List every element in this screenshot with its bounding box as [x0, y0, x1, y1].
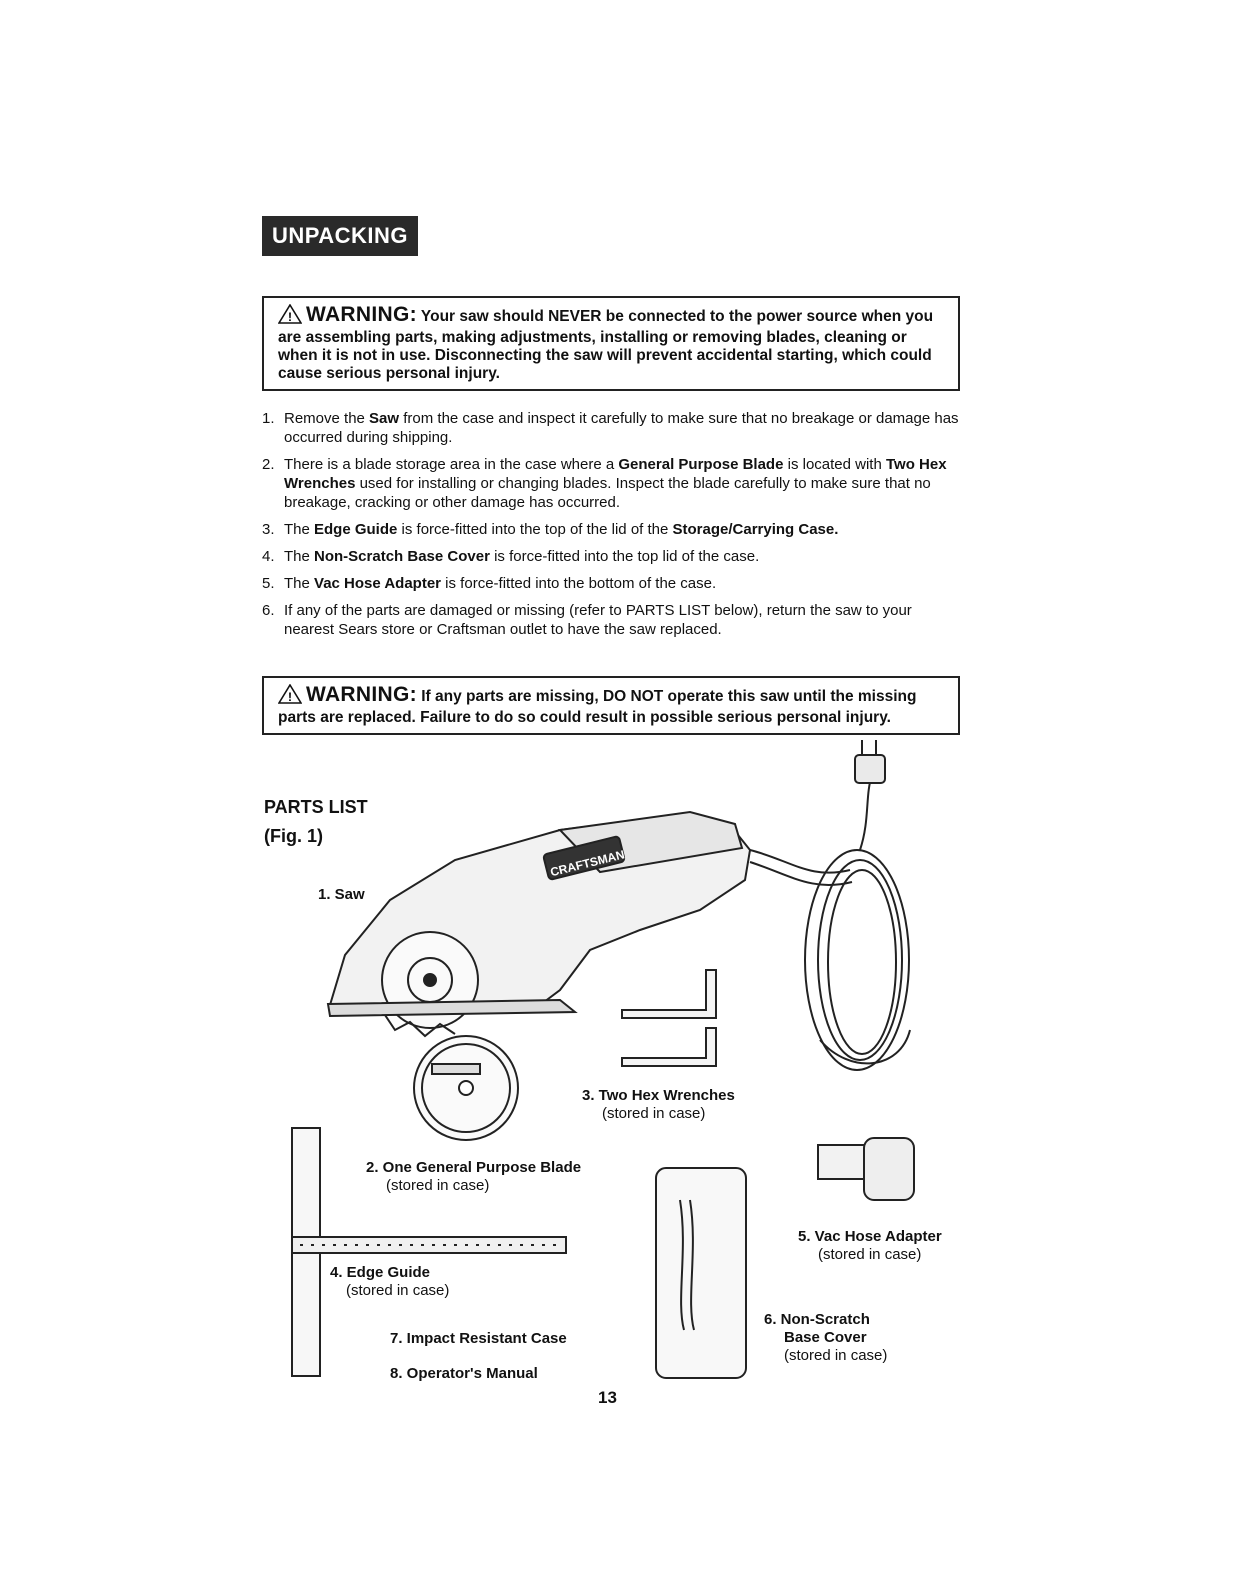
- warning-label: WARNING:: [306, 303, 417, 326]
- part-edge-guide-label: 4. Edge Guide (stored in case): [330, 1264, 450, 1299]
- step-bold-term: Two Hex Wrenches: [284, 456, 947, 492]
- warning-text: Your saw should NEVER be connected to the power source when you are assembling parts, making adjustments, installing or removing blades, cleaning or when it is not in use. Disconnecting the saw will prevent accidental starting, which could cause serious personal injury.: [278, 308, 934, 382]
- step-number: 3.: [262, 521, 275, 538]
- step-number: 6.: [262, 602, 275, 619]
- page-number: 13: [598, 1388, 617, 1407]
- svg-text:!: !: [288, 310, 292, 324]
- parts-list-title: PARTS LIST: [264, 797, 368, 817]
- part-vac-adapter-label: 5. Vac Hose Adapter (stored in case): [798, 1228, 942, 1263]
- step-text: The: [284, 575, 315, 592]
- base-cover-illustration: [656, 1168, 746, 1378]
- step-bold-term: Non-Scratch Base Cover: [314, 548, 490, 565]
- section-header: UNPACKING: [262, 216, 418, 256]
- saw-brand-text: CRAFTSMAN: [548, 847, 626, 880]
- step-number: 4.: [262, 548, 275, 565]
- step-text: The: [284, 548, 315, 565]
- step-text: is force-fitted into the top lid of the case.: [489, 548, 760, 565]
- step-number: 5.: [262, 575, 275, 592]
- warning-text: If any parts are missing, DO NOT operate this saw until the missing parts are replaced. Failure to do so could result in possible serious personal injury.: [278, 688, 917, 726]
- step-number: 1.: [262, 410, 275, 427]
- vac-adapter-illustration: [818, 1138, 914, 1200]
- saw-blade-illustration: [414, 1036, 518, 1140]
- step-number: 2.: [262, 456, 275, 473]
- warning-label: WARNING:: [306, 683, 417, 706]
- step-text: Remove the: [284, 410, 370, 427]
- circular-saw-illustration: [328, 812, 852, 1036]
- step-text: from the case and inspect it carefully to make sure that no breakage or damage has occurred during shipping.: [284, 410, 959, 446]
- part-saw-label: 1. Saw: [318, 886, 365, 903]
- svg-text:!: !: [288, 690, 292, 704]
- step-bold-term: General Purpose Blade: [618, 456, 784, 473]
- part-manual-label: 8. Operator's Manual: [390, 1365, 538, 1382]
- step-text: is force-fitted into the top of the lid of the: [397, 521, 673, 538]
- figure-label: (Fig. 1): [264, 826, 323, 846]
- step-text: used for installing or changing blades. Inspect the blade carefully to make sure that no breakage, cracking or other damage has occurred.: [284, 475, 931, 511]
- step-bold-term: Storage/Carrying Case.: [672, 521, 839, 538]
- power-cord-illustration: [805, 740, 910, 1070]
- step-text: is located with: [783, 456, 886, 473]
- step-bold-term: Saw: [369, 410, 400, 427]
- part-wrenches-label: 3. Two Hex Wrenches (stored in case): [582, 1087, 735, 1122]
- part-blade-label: 2. One General Purpose Blade (stored in case): [366, 1159, 582, 1194]
- part-case-label: 7. Impact Resistant Case: [390, 1330, 567, 1347]
- step-text: is force-fitted into the bottom of the case.: [441, 575, 717, 592]
- hex-wrenches-illustration: [622, 970, 716, 1066]
- step-text: If any of the parts are damaged or missing (refer to PARTS LIST below), return the saw to your nearest Sears store or Craftsman outlet to have the saw replaced.: [284, 602, 912, 638]
- step-text: The: [284, 521, 315, 538]
- step-text: There is a blade storage area in the case where a: [284, 456, 619, 473]
- part-base-cover-label: 6. Non-Scratch Base Cover (stored in case): [764, 1311, 888, 1364]
- step-bold-term: Edge Guide: [314, 521, 398, 538]
- step-bold-term: Vac Hose Adapter: [314, 575, 442, 592]
